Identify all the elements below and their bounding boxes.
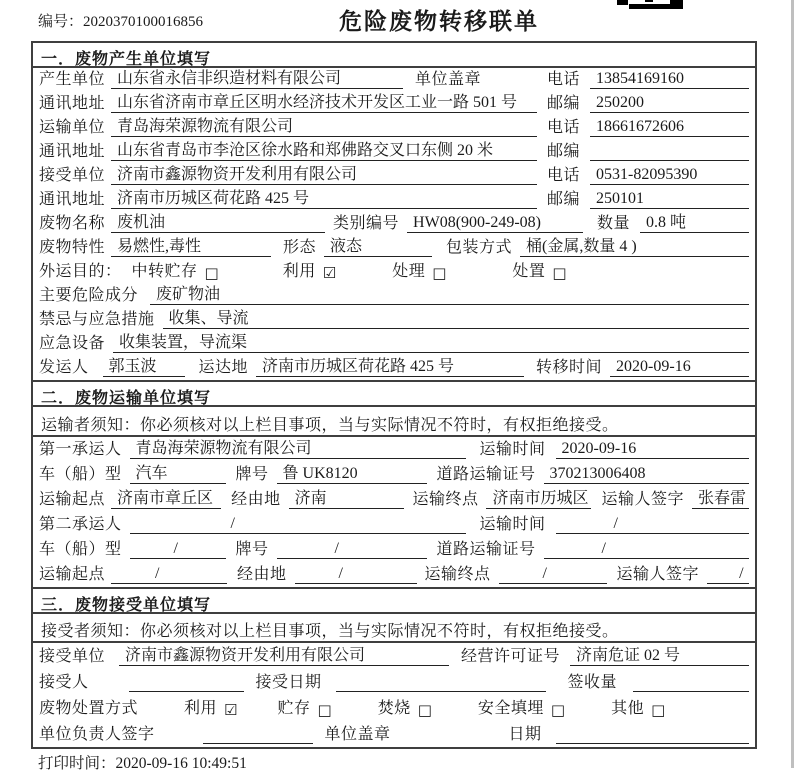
vehicle-row-1 <box>33 462 755 487</box>
vehicle-row-2 <box>33 537 755 562</box>
category-code-field: HW08(900-249-08) <box>407 214 583 233</box>
first-carrier-row <box>33 437 755 462</box>
shipper-row <box>33 356 755 380</box>
print-time-value: 2020-09-16 10:49:51 <box>115 755 247 772</box>
road-permit-label: 道路运输证号 <box>436 541 536 558</box>
carrier-sign-label: 运输人签字 <box>601 491 684 508</box>
purpose-option-dispose: 处置 □ <box>512 263 567 282</box>
form-field: 液态 <box>324 233 432 257</box>
qr-code-icon <box>617 0 683 10</box>
section2-title: 二．废物运输单位填写 <box>33 380 755 407</box>
origin-label: 运输起点 <box>39 566 106 583</box>
quantity-label: 数量 <box>597 215 631 232</box>
receiving-unit-label: 接受单位 <box>39 648 106 665</box>
address-label: 通讯地址 <box>39 143 106 160</box>
transporter-phone-field: 18661672606 <box>590 118 749 137</box>
category-code-label: 类别编号 <box>333 215 400 232</box>
receiver-phone-field: 0531-82095390 <box>590 166 749 185</box>
receive-date-label: 接受日期 <box>255 674 322 691</box>
address-label: 通讯地址 <box>39 191 106 208</box>
first-carrier-label: 第一承运人 <box>39 441 122 458</box>
via2-field: / <box>295 565 417 584</box>
shipper-label: 发运人 <box>39 359 89 376</box>
waste-trait-row <box>33 236 755 260</box>
received-amount-field <box>633 674 749 692</box>
via-field: 济南 <box>289 485 405 509</box>
vehicle-type-label: 车（船）型 <box>39 466 122 483</box>
checkbox-checked-icon: ☑ <box>224 701 238 719</box>
received-amount-label: 签收量 <box>567 674 618 691</box>
endpoint-field: 济南市历城区 <box>486 485 591 509</box>
scrollbar[interactable] <box>791 0 794 768</box>
transporter-address-field: 山东省青岛市李沧区徐水路和郑佛路交叉口东侧 20 米 <box>111 137 537 161</box>
transfer-date-label: 转移时间 <box>536 359 603 376</box>
producer-address-field: 山东省济南市章丘区明水经济技术开发区工业一路 501 号 <box>111 89 537 113</box>
first-carrier-field: 青岛海荣源物流有限公司 <box>130 435 466 459</box>
serial-value: 2020370100016856 <box>83 14 204 30</box>
plate2-field: / <box>277 540 427 559</box>
emergency-equipment-field: 收集装置，导流渠 <box>113 329 749 353</box>
destination-field: 济南市历城区荷花路 425 号 <box>256 353 524 377</box>
purpose-label: 外运目的： <box>39 263 122 280</box>
road-permit2-field: / <box>544 540 749 559</box>
transport-time-label: 运输时间 <box>479 516 546 533</box>
plate-field: 鲁 UK8120 <box>277 460 427 484</box>
producer-label: 产生单位 <box>39 71 106 88</box>
waste-name-field: 废机油 <box>111 209 325 233</box>
plate-label: 牌号 <box>235 466 269 483</box>
zip-label: 邮编 <box>547 191 581 208</box>
vehicle-type-field: 汽车 <box>130 460 226 484</box>
road-permit-label: 道路运输证号 <box>436 466 536 483</box>
origin-label: 运输起点 <box>39 491 106 508</box>
receiver-address-field: 济南市历城区荷花路 425 号 <box>111 185 537 209</box>
taboo-measures-label: 禁忌与应急措施 <box>39 311 155 328</box>
receiver-zip-field: 250101 <box>590 190 749 209</box>
print-time-label: 打印时间： <box>38 755 116 772</box>
receiver-notice: 接受者须知：你必须核对以上栏目事项，当与实际情况不符时，有权拒绝接受。 <box>33 614 755 643</box>
endpoint2-field: / <box>499 565 607 584</box>
transfer-manifest-form <box>31 41 757 749</box>
vehicle-type-label: 车（船）型 <box>39 541 122 558</box>
route-row-1 <box>33 487 755 512</box>
hazard-component-label: 主要危险成分 <box>39 287 139 304</box>
transporter-notice: 运输者须知：你必须核对以上栏目事项，当与实际情况不符时，有权拒绝接受。 <box>33 407 755 437</box>
transfer-date-field: 2020-09-16 <box>610 358 749 377</box>
receiver-field: 济南市鑫源物资开发利用有限公司 <box>111 161 537 185</box>
purpose-option-utilize: 利用 ☑ <box>282 263 337 282</box>
license-label: 经营许可证号 <box>461 648 561 665</box>
checkbox-unchecked-icon: □ <box>417 701 432 719</box>
receiving-unit-row <box>33 643 755 669</box>
receiver-person-label: 接受人 <box>39 674 89 691</box>
endpoint-label: 运输终点 <box>424 566 491 583</box>
head-signature-label: 单位负责人签字 <box>39 726 155 743</box>
waste-trait-label: 废物特性 <box>39 239 106 256</box>
receiver-label: 接受单位 <box>39 167 106 184</box>
carrier-sign-label: 运输人签字 <box>616 566 700 583</box>
unit-seal-label: 单位盖章 <box>415 71 482 88</box>
purpose-option-treat: 处理 □ <box>392 263 447 282</box>
quantity-field: 0.8 吨 <box>640 209 749 233</box>
waste-name-label: 废物名称 <box>39 215 106 232</box>
disposal-option-utilize: 利用 ☑ <box>184 700 238 719</box>
print-time <box>38 751 247 773</box>
receiver-person-field <box>129 674 244 692</box>
transporter-zip-field <box>590 143 749 161</box>
disposal-option-incinerate: 焚烧 □ <box>377 700 432 719</box>
vehicle-type2-field: / <box>130 540 226 559</box>
receiver-person-row <box>33 669 755 695</box>
page-title: 危险废物转移联单 <box>339 9 539 34</box>
hazard-component-field: 废矿物油 <box>150 281 749 305</box>
origin-field: 济南市章丘区 <box>111 485 221 509</box>
transporter-label: 运输单位 <box>39 119 106 136</box>
phone-label: 电话 <box>547 119 581 136</box>
packing-label: 包装方式 <box>446 239 513 256</box>
checkbox-unchecked-icon: □ <box>317 701 332 719</box>
seal-date-label: 日期 <box>508 726 542 743</box>
endpoint-label: 运输终点 <box>412 491 479 508</box>
head-signature-row <box>33 721 755 747</box>
origin2-field: / <box>111 565 227 584</box>
receive-date-field <box>336 674 546 692</box>
plate-label: 牌号 <box>235 541 269 558</box>
second-carrier-label: 第二承运人 <box>39 516 122 533</box>
via-label: 经由地 <box>231 491 281 508</box>
zip-label: 邮编 <box>547 143 581 160</box>
transport-time2-field: / <box>556 515 749 534</box>
disposal-option-storage: 贮存 □ <box>277 700 332 719</box>
checkbox-unchecked-icon: □ <box>550 701 566 719</box>
checkbox-checked-icon: ☑ <box>322 264 337 282</box>
section1-title: 一．废物产生单位填写 <box>33 43 755 68</box>
shipper-field: 郭玉波 <box>103 353 185 377</box>
head-signature-field <box>203 726 313 744</box>
second-carrier-field: / <box>130 515 466 534</box>
second-carrier-row <box>33 512 755 537</box>
form-label: 形态 <box>283 239 317 256</box>
transport-time-field: 2020-09-16 <box>556 440 749 459</box>
serial-label: 编号： <box>38 14 84 30</box>
producer-field: 山东省永信非织造材料有限公司 <box>111 65 403 89</box>
producer-zip-field: 250200 <box>590 94 749 113</box>
seal-date-field <box>556 726 749 744</box>
carrier-sign2-field: / <box>707 565 749 584</box>
packing-field: 桶(金属,数量 4 ) <box>520 233 749 257</box>
taboo-measures-field: 收集、导流 <box>163 305 749 329</box>
checkbox-unchecked-icon: □ <box>204 264 219 282</box>
checkbox-unchecked-icon: □ <box>432 264 447 282</box>
phone-label: 电话 <box>547 71 581 88</box>
carrier-sign-field: 张春雷 <box>692 485 749 509</box>
receiving-unit-field: 济南市鑫源物资开发利用有限公司 <box>119 642 449 666</box>
transporter-field: 青岛海荣源物流有限公司 <box>111 113 537 137</box>
checkbox-unchecked-icon: □ <box>552 264 567 282</box>
unit-seal-label: 单位盖章 <box>324 726 391 743</box>
disposal-method-label: 废物处置方式 <box>39 700 139 717</box>
zip-label: 邮编 <box>547 95 581 112</box>
purpose-option-transfer-storage: 中转贮存 □ <box>131 263 219 282</box>
emergency-equipment-label: 应急设备 <box>39 335 106 352</box>
route-row-2 <box>33 562 755 587</box>
checkbox-unchecked-icon: □ <box>651 701 666 719</box>
section3-title: 三．废物接受单位填写 <box>33 587 755 614</box>
via-label: 经由地 <box>237 566 287 583</box>
disposal-option-landfill: 安全填埋 □ <box>477 700 566 719</box>
disposal-method-row <box>33 695 755 721</box>
license-field: 济南危证 02 号 <box>570 642 749 666</box>
disposal-option-other: 其他 □ <box>611 700 666 719</box>
waste-trait-field: 易燃性,毒性 <box>111 233 271 257</box>
producer-phone-field: 13854169160 <box>590 70 749 89</box>
transport-time-label: 运输时间 <box>479 441 546 458</box>
address-label: 通讯地址 <box>39 95 106 112</box>
destination-label: 运达地 <box>198 359 249 376</box>
phone-label: 电话 <box>547 167 581 184</box>
road-permit-field: 370213006408 <box>544 465 749 484</box>
